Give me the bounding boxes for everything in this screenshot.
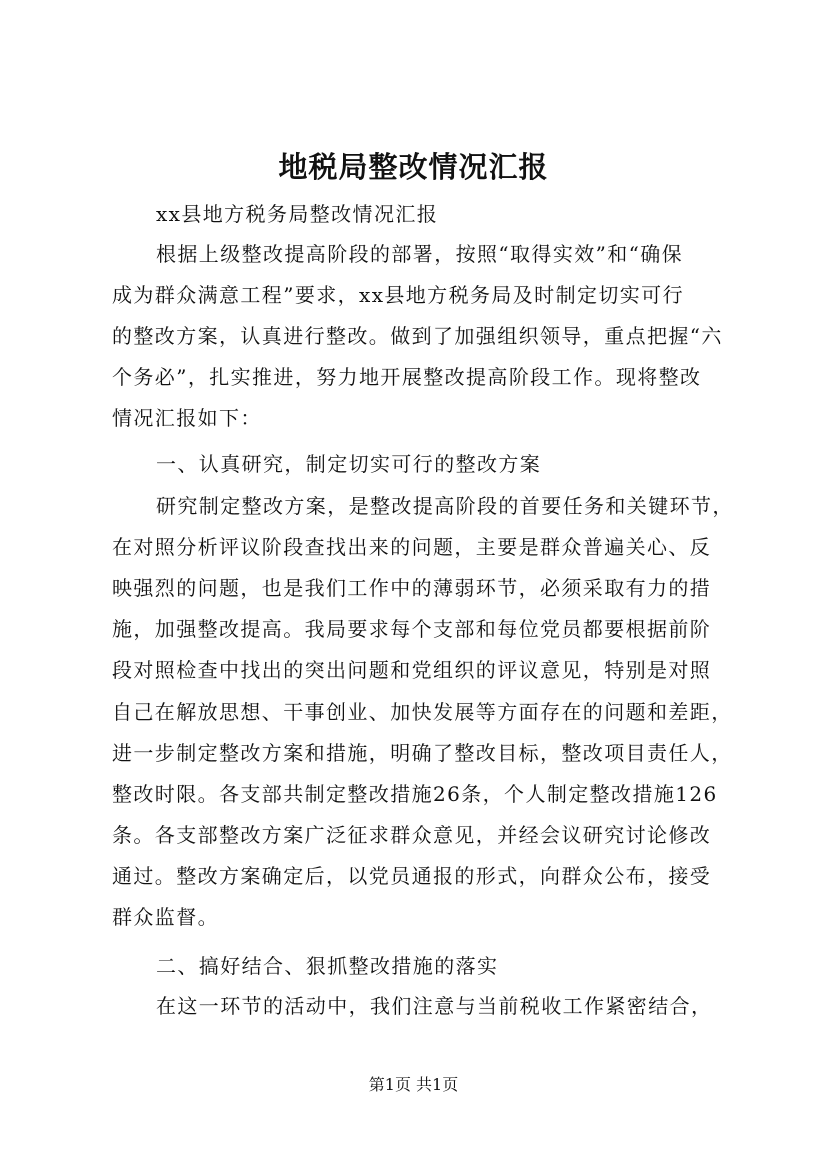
- document-line: 通过。整改方案确定后，以党员通报的形式，向群众公布，接受: [112, 864, 712, 888]
- document-line: 一、认真研究，制定切实可行的整改方案: [156, 452, 542, 476]
- document-line: 映强烈的问题，也是我们工作中的薄弱环节，必须采取有力的措: [112, 576, 712, 600]
- document-line: 个务必”，扎实推进，努力地开展整改提高阶段工作。现将整改: [112, 365, 702, 389]
- document-line: 群众监督。: [112, 905, 219, 929]
- document-line: 在对照分析评议阶段查找出来的问题，主要是群众普遍关心、反: [112, 535, 712, 559]
- document-title: 地税局整改情况汇报: [278, 150, 549, 184]
- document-line: 条。各支部整改方案广泛征求群众意见，并经会议研究讨论修改: [112, 823, 712, 847]
- document-line: 情况汇报如下：: [112, 406, 262, 430]
- document-line: xx县地方税务局整改情况汇报: [156, 202, 439, 226]
- document-line: 的整改方案，认真进行整改。做到了加强组织领导，重点把握“六: [112, 324, 723, 348]
- document-line: 段对照检查中找出的突出问题和党组织的评议意见，特别是对照: [112, 658, 712, 682]
- document-line: 整改时限。各支部共制定整改措施26条，个人制定整改措施126: [112, 782, 718, 806]
- document-line: 进一步制定整改方案和措施，明确了整改目标，整改项目责任人，: [112, 741, 733, 765]
- document-line: 自己在解放思想、干事创业、加快发展等方面存在的问题和差距，: [112, 700, 733, 724]
- document-line: 根据上级整改提高阶段的部署，按照“取得实效”和“确保: [156, 242, 684, 266]
- page-footer: 第1页 共1页: [368, 1075, 459, 1094]
- document-line: 研究制定整改方案，是整改提高阶段的首要任务和关键环节，: [156, 494, 734, 518]
- document-line: 在这一环节的活动中，我们注意与当前税收工作紧密结合，: [156, 994, 713, 1018]
- document-line: 二、搞好结合、狠抓整改措施的落实: [156, 954, 499, 978]
- document-line: 施，加强整改提高。我局要求每个支部和每位党员都要根据前阶: [112, 617, 712, 641]
- document-line: 成为群众满意工程”要求，xx县地方税务局及时制定切实可行: [112, 283, 684, 307]
